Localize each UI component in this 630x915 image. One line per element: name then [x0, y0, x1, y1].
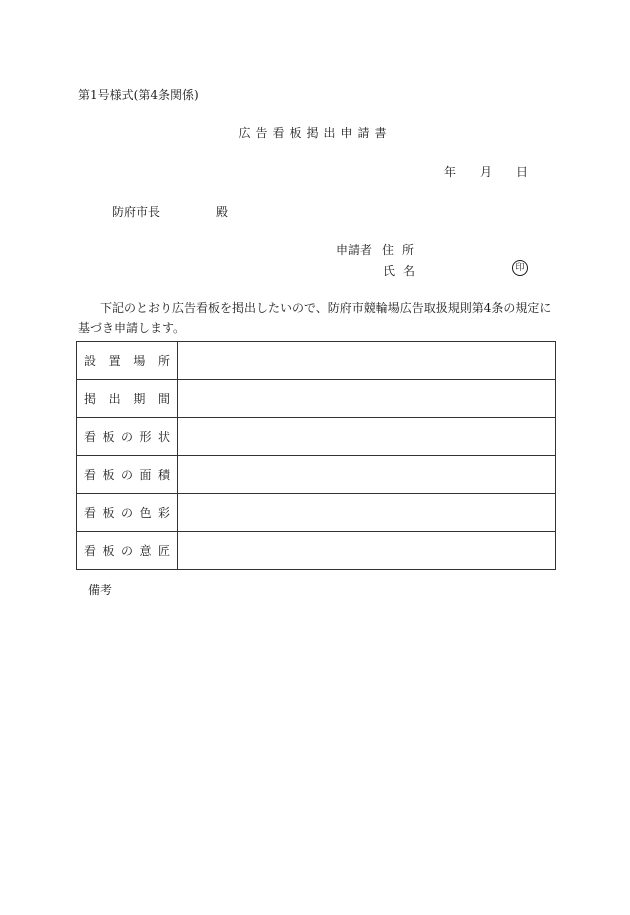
date-month-label: 月 [480, 165, 493, 179]
table-row [77, 532, 556, 570]
table-row [77, 456, 556, 494]
row-value-field[interactable] [178, 532, 556, 570]
table-row [77, 380, 556, 418]
remarks-label: 備考 [88, 583, 113, 597]
name-label: 氏名 [383, 264, 424, 278]
application-table [76, 341, 556, 570]
addressee-name: 防府市長 [112, 205, 161, 219]
row-label: 設 置 場 所 [84, 354, 170, 368]
address-label: 住所 [382, 243, 423, 257]
date-year-label: 年 [444, 165, 457, 179]
row-value-field[interactable] [178, 418, 556, 456]
application-statement: 下記のとおり広告看板を掲出したいので、防府市競輪場広告取扱規則第4条の規定に基づき申請します。 [78, 301, 552, 335]
document-title: 広告看板掲出申請書 [238, 126, 392, 140]
applicant-address-line [336, 241, 422, 258]
date-row [444, 163, 528, 180]
form-number: 第1号様式(第4条関係) [78, 88, 199, 102]
addressee [112, 203, 228, 220]
row-label: 看 板 の 色 彩 [84, 506, 170, 520]
seal-icon: 印 [512, 260, 528, 276]
row-label: 看 板 の 意 匠 [84, 544, 170, 558]
row-label-cell [77, 342, 178, 380]
row-label-cell [77, 380, 178, 418]
row-label-cell [77, 494, 178, 532]
row-label: 看 板 の 形 状 [84, 430, 170, 444]
row-label-cell [77, 532, 178, 570]
row-label: 看 板 の 面 積 [84, 468, 170, 482]
row-label: 掲 出 期 間 [84, 392, 170, 406]
row-value-field[interactable] [178, 494, 556, 532]
table-row [77, 418, 556, 456]
addressee-honorific: 殿 [216, 205, 229, 219]
row-value-field[interactable] [178, 342, 556, 380]
date-day-label: 日 [516, 165, 529, 179]
table-row [77, 494, 556, 532]
row-value-field[interactable] [178, 380, 556, 418]
row-label-cell [77, 418, 178, 456]
applicant-label: 申請者 [336, 243, 373, 257]
table-row [77, 342, 556, 380]
row-label-cell [77, 456, 178, 494]
row-value-field[interactable] [178, 456, 556, 494]
